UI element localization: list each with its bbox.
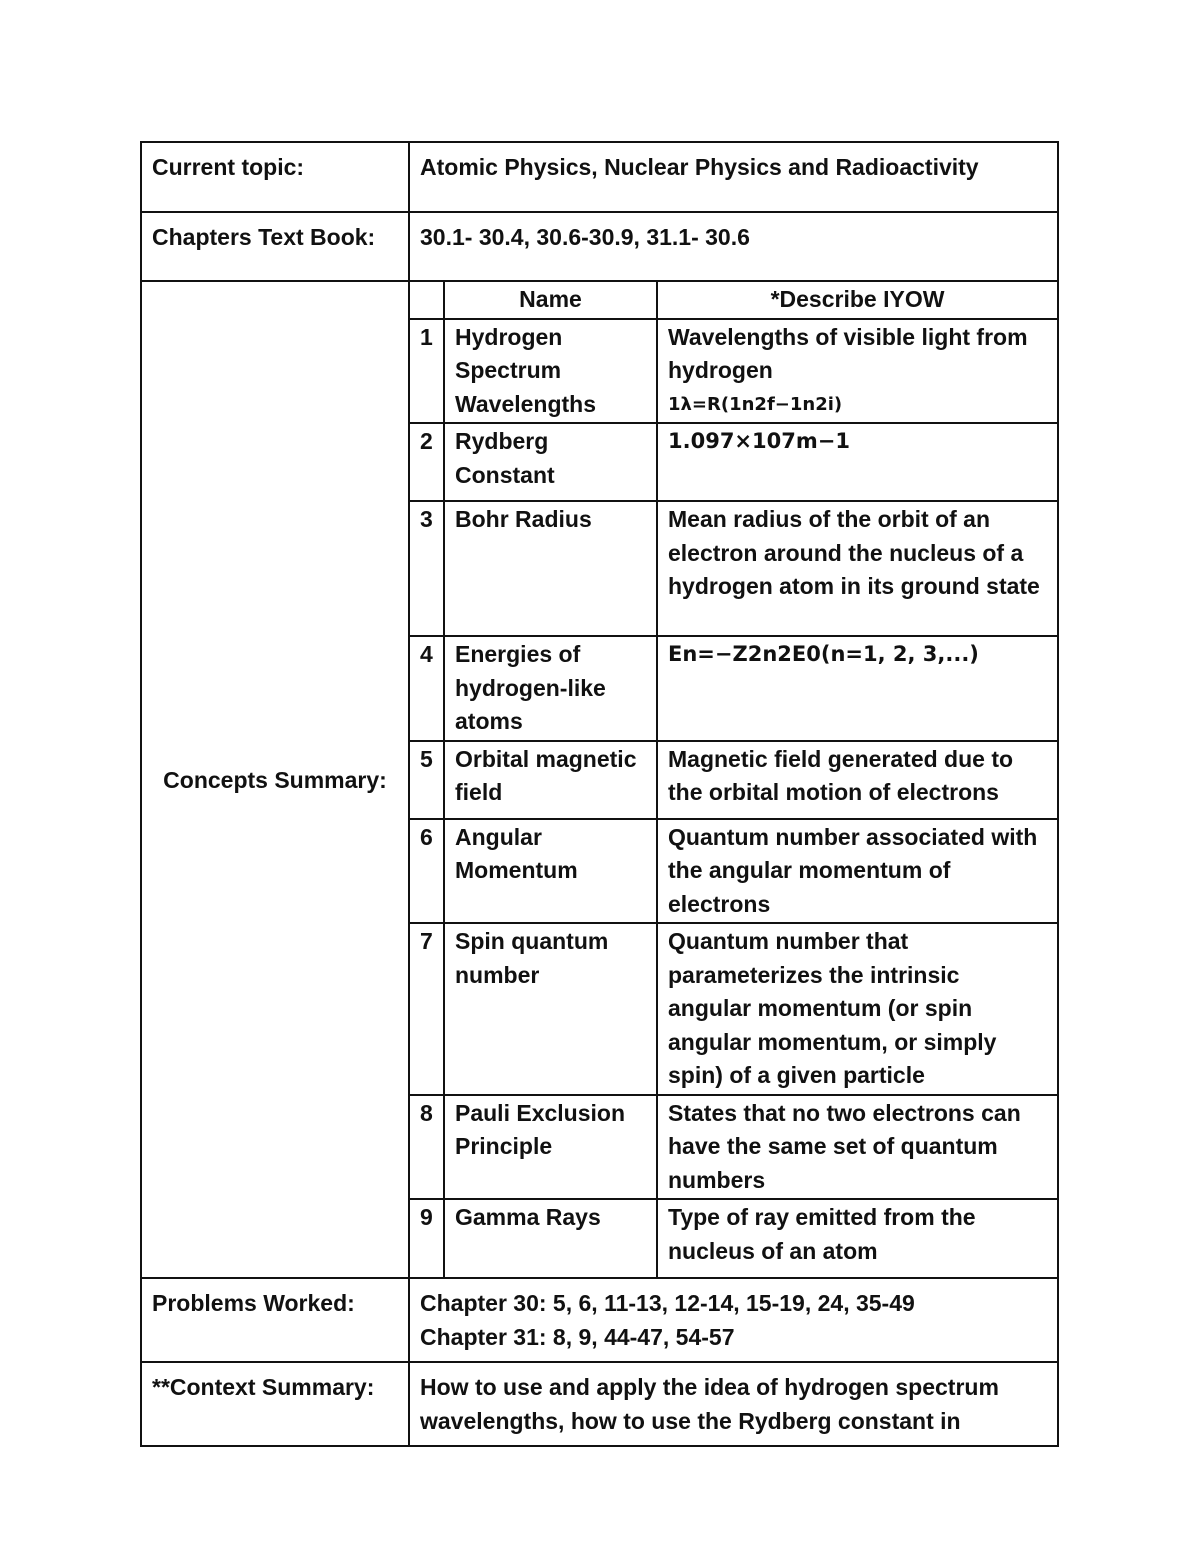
concept-name: Bohr Radius [444,501,657,636]
current-topic-label: Current topic: [141,142,409,212]
concept-row [410,423,1057,501]
concept-formula: 1.097×107m−1 [668,429,850,453]
concept-name: Spin quantum number [444,923,657,1095]
concept-name: Hydrogen Spectrum Wavelengths [444,319,657,424]
context-label: **Context Summary: [141,1362,409,1446]
concept-description-text: Type of ray emitted from the nucleus of an atom [668,1204,976,1264]
summary-table [140,141,1059,1447]
concept-description-text: States that no two electrons can have the same set of quantum numbers [668,1099,1021,1193]
concept-description-text: Wavelengths of visible light from hydrogen [668,323,1028,383]
concept-row [410,636,1057,741]
problems-row [141,1278,1058,1362]
concept-number: 2 [410,423,444,501]
concept-description [657,501,1057,636]
concept-formula: En=−Z2n2E0(n=1, 2, 3,...) [668,642,979,666]
context-value: How to use and apply the idea of hydrogen spectrum wavelengths, how to use the Rydberg constant in [409,1362,1058,1446]
concept-description [657,1095,1057,1200]
concept-description-text: Mean radius of the orbit of an electron around the nucleus of a hydrogen atom in its ground state [668,506,1040,599]
chapters-label: Chapters Text Book: [141,212,409,281]
concepts-header-row [410,282,1057,319]
concept-number: 5 [410,741,444,819]
concept-description-text: Magnetic field generated due to the orbital motion of electrons [668,745,1014,805]
concepts-label: Concepts Summary: [141,281,409,1278]
problems-line: Chapter 30: 5, 6, 11-13, 12-14, 15-19, 24, 35-49 [420,1290,915,1316]
concept-formula: 1λ=R(1n2f−1n2i) [668,393,843,415]
concept-number: 9 [410,1199,444,1277]
describe-header: *Describe IYOW [657,282,1057,319]
concept-number: 7 [410,923,444,1095]
concept-row [410,319,1057,424]
num-header [410,282,444,319]
concept-name: Energies of hydrogen-like atoms [444,636,657,741]
concept-row [410,501,1057,636]
concept-number: 8 [410,1095,444,1200]
concept-description [657,741,1057,819]
concepts-row [141,281,1058,1278]
concept-description [657,319,1057,424]
concept-name: Gamma Rays [444,1199,657,1277]
concept-name: Rydberg Constant [444,423,657,501]
current-topic-row [141,142,1058,212]
concepts-cell [409,281,1058,1278]
concept-description [657,423,1057,501]
concept-name: Orbital magnetic field [444,741,657,819]
concept-description [657,923,1057,1095]
concept-name: Angular Momentum [444,819,657,924]
concept-number: 3 [410,501,444,636]
concept-name: Pauli Exclusion Principle [444,1095,657,1200]
chapters-value: 30.1- 30.4, 30.6-30.9, 31.1- 30.6 [409,212,1058,281]
concept-row [410,819,1057,924]
concept-number: 1 [410,319,444,424]
concept-description-text: Quantum number associated with the angular momentum of electrons [668,823,1038,917]
concept-description-text: Quantum number that parameterizes the intrinsic angular momentum (or spin angular momentum, or simply spin) of a given particle [668,928,997,1088]
concept-description [657,1199,1057,1277]
concepts-table [410,282,1057,1277]
problems-value [409,1278,1058,1362]
concept-number: 4 [410,636,444,741]
name-header: Name [444,282,657,319]
context-row [141,1362,1058,1446]
current-topic-value: Atomic Physics, Nuclear Physics and Radioactivity [409,142,1058,212]
concept-row [410,1095,1057,1200]
problems-line: Chapter 31: 8, 9, 44-47, 54-57 [420,1324,735,1350]
concept-row [410,923,1057,1095]
concept-row [410,1199,1057,1277]
chapters-row [141,212,1058,281]
concept-row [410,741,1057,819]
concept-description [657,819,1057,924]
concept-number: 6 [410,819,444,924]
problems-label: Problems Worked: [141,1278,409,1362]
concept-description [657,636,1057,741]
